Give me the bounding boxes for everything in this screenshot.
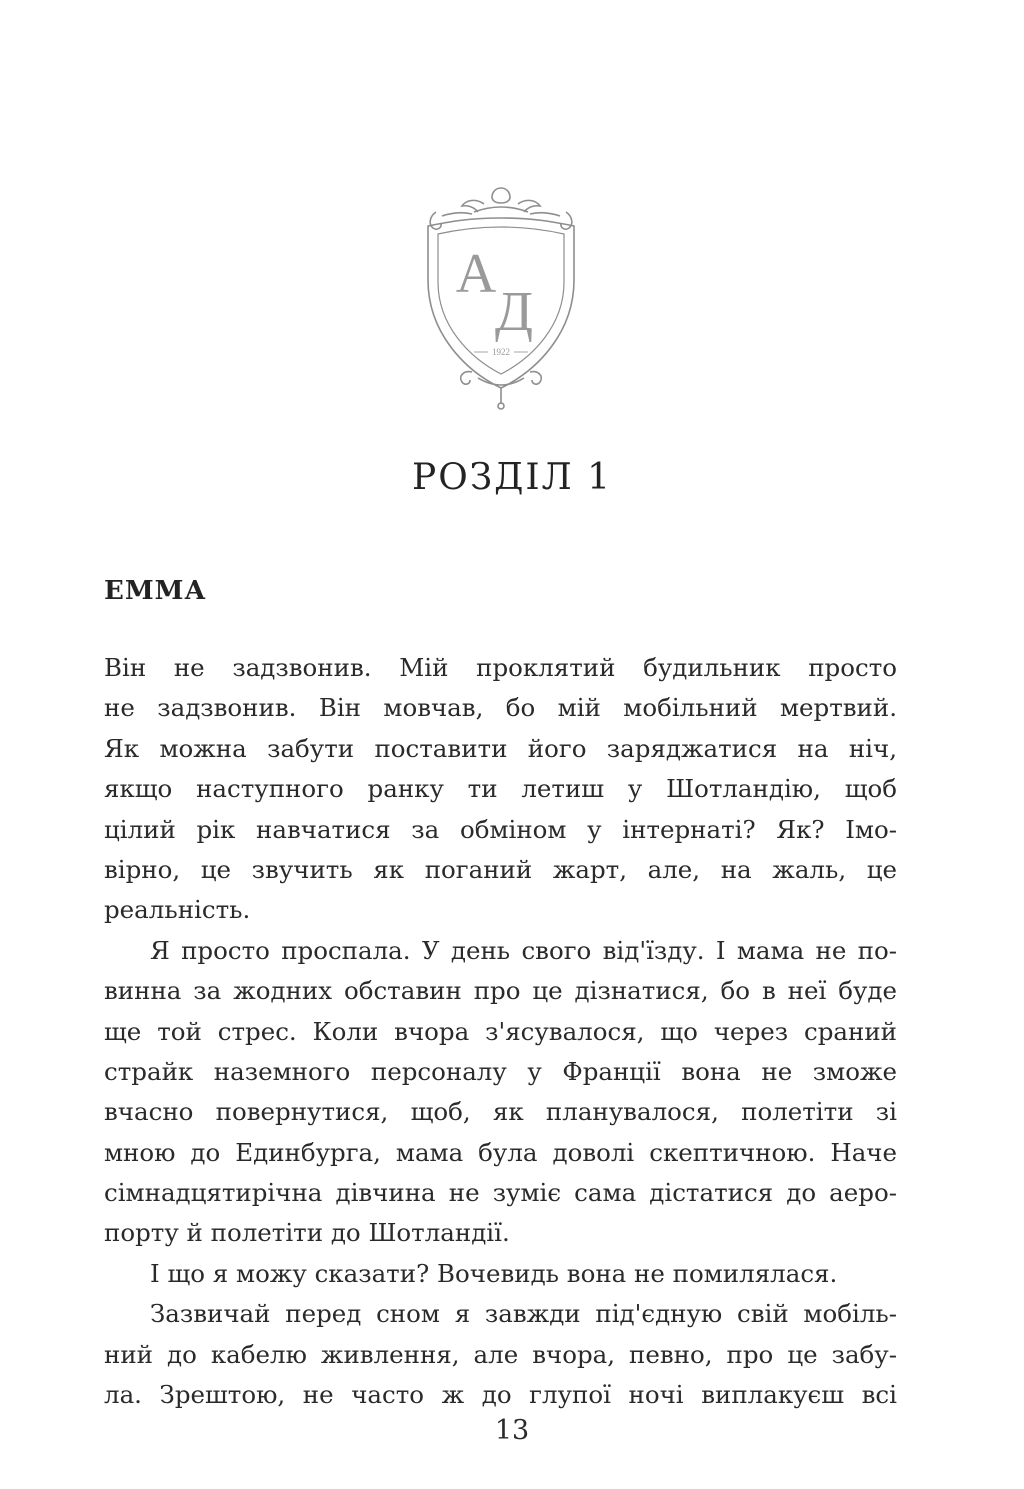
text-line: ще той стрес. Коли вчора з'ясувалося, що через сраний — [104, 1016, 897, 1046]
text-line: винна за жодних обставин про це дізнатися, бо в неї буде — [104, 976, 897, 1006]
text-line: ла. Зрештою, не часто ж до глупої ночі виплакуєш всі — [104, 1380, 897, 1410]
chapter-title: РОЗДІЛ 1 — [411, 457, 613, 498]
text-line: Він не задзвонив. Мій проклятий будильник просто — [104, 653, 897, 682]
text-line: реальність. — [104, 895, 251, 925]
text-line: Зазвичай перед сном я завжди під'єдную свій мобіль- — [150, 1299, 897, 1329]
page-number: 13 — [494, 1415, 530, 1446]
text-line: порту й полетіти до Шотландії. — [104, 1218, 510, 1248]
text-line: не задзвонив. Він мовчав, бо мій мобільний мертвий. — [104, 693, 897, 723]
text-line: Як можна забути поставити його заряджатися на ніч, — [104, 733, 897, 763]
emblem-year: 1922 — [492, 347, 510, 357]
text-line: Я просто проспала. У день свого від'їзду. І мама не по- — [150, 935, 897, 965]
narrator-heading: ЕММА — [104, 576, 207, 606]
text-line: мною до Единбурга, мама була доволі скептичною. Наче — [104, 1137, 897, 1167]
text-line: страйк наземного персоналу у Франції вона не зможе — [104, 1056, 897, 1086]
text-line: сімнадцятирічна дівчина не зуміє сама дістатися до аеро- — [104, 1178, 897, 1208]
monogram-top: А — [455, 243, 497, 305]
body-text — [104, 648, 897, 1415]
crest-shield-icon — [414, 182, 588, 414]
text-line: вірно, це звучить як поганий жарт, але, на жаль, це — [104, 854, 897, 884]
text-line: ний до кабелю живлення, але вчора, певно, про це забу- — [104, 1339, 897, 1369]
text-line: вчасно повернутися, щоб, як планувалося, полетіти зі — [104, 1097, 897, 1127]
text-line: цілий рік навчатися за обміном у інтернаті? Як? Імо- — [104, 814, 897, 844]
text-line: І що я можу сказати? Вочевидь вона не помилялася. — [150, 1258, 838, 1288]
monogram-bottom: Д — [494, 281, 534, 343]
text-line: якщо наступного ранку ти летиш у Шотландію, щоб — [104, 774, 897, 804]
